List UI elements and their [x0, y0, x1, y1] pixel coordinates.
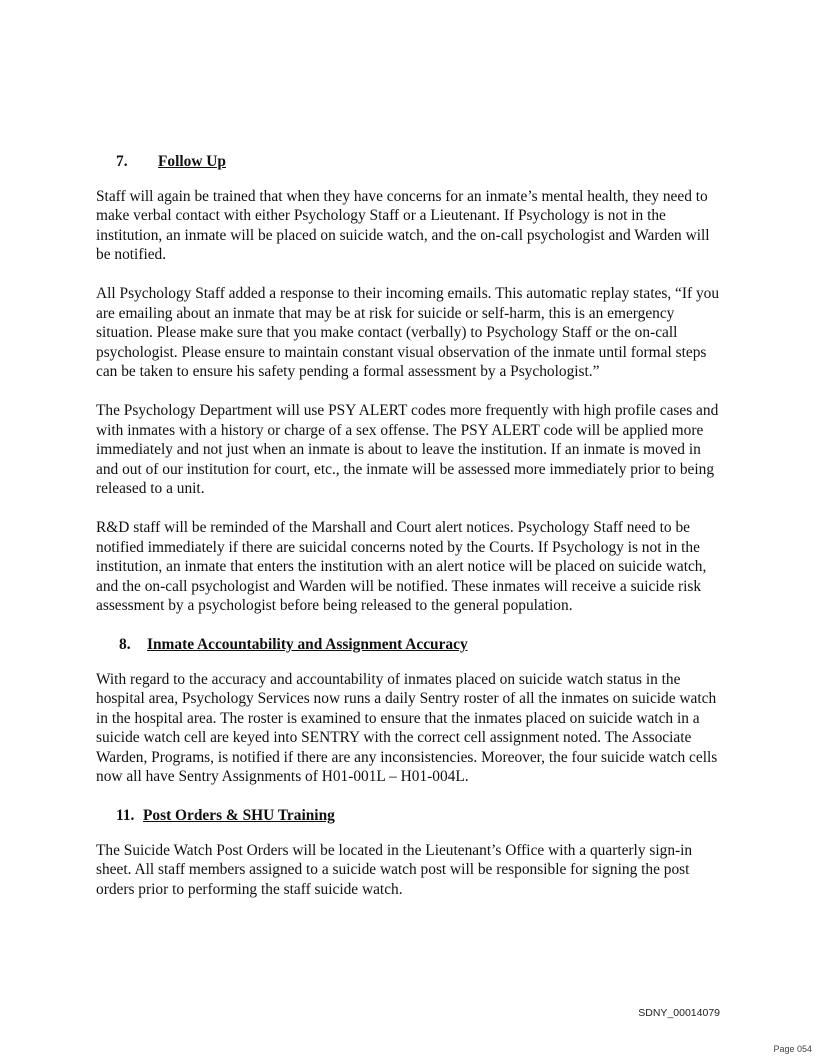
section-title: Follow Up: [158, 153, 226, 170]
page-label: Page 054: [773, 1044, 812, 1054]
section-title: Inmate Accountability and Assignment Accuracy: [147, 636, 468, 653]
section-number: 7.: [116, 153, 128, 170]
bates-number: SDNY_00014079: [638, 1007, 720, 1019]
paragraph: The Psychology Department will use PSY ALERT codes more frequently with high profile cases and with inmates with a history or charge of a sex offense. The PSY ALERT code will be applied more immediately and not just when an inmate is about to leave the institution. If an inmate is moved in and out of our institution for court, etc., the inmate will be assessed more immediately prior to being released to a unit.: [96, 402, 719, 497]
paragraph: Staff will again be trained that when they have concerns for an inmate’s mental health, they need to make verbal contact with either Psychology Staff or a Lieutenant. If Psychology is not in the institution, an inmate will be placed on suicide watch, and the on-call psychologist and Warden will be notified.: [96, 187, 710, 263]
paragraph: With regard to the accuracy and accountability of inmates placed on suicide watch status in the hospital area, Psychology Services now runs a daily Sentry roster of all the inmates on suicide watch in the hospital area. The roster is examined to ensure that the inmates placed on suicide watch in a suicide watch cell are keyed into SENTRY with the correct cell assignment noted. The Associate Warden, Programs, is notified if there are any inconsistencies. Moreover, the four suicide watch cells now all have Sentry Assignments of H01-001L – H01-004L.: [96, 670, 718, 785]
section-number: 8.: [119, 636, 131, 653]
paragraph: R&D staff will be reminded of the Marshall and Court alert notices. Psychology Staff need to be notified immediately if there are suicidal concerns noted by the Courts. If Psychology is not in the institution, an inmate that enters the institution with an alert notice will be placed on suicide watch, and the on-call psychologist and Warden will be notified. These inmates will receive a suicide risk assessment by a psychologist before being released to the general population.: [96, 519, 707, 614]
section-heading-post-orders: [96, 806, 720, 826]
document-body: [96, 152, 720, 899]
section-title: Post Orders & SHU Training: [143, 807, 335, 824]
paragraph: All Psychology Staff added a response to their incoming emails. This automatic replay states, “If you are emailing about an inmate that may be at risk for suicide or self-harm, this is an emergency situation. Please make sure that you make contact (verbally) to Psychology Staff or the on-call psychologist. Please ensure to maintain constant visual observation of the inmate until formal steps can be taken to ensure his safety pending a formal assessment by a Psychologist.”: [96, 285, 720, 380]
paragraph: The Suicide Watch Post Orders will be located in the Lieutenant’s Office with a quarterly sign-in sheet. All staff members assigned to a suicide watch post will be responsible for signing the post orders prior to performing the staff suicide watch.: [96, 841, 693, 898]
section-number: 11.: [116, 807, 135, 824]
section-heading-inmate-accountability: [96, 635, 720, 655]
section-heading-follow-up: [96, 152, 720, 172]
